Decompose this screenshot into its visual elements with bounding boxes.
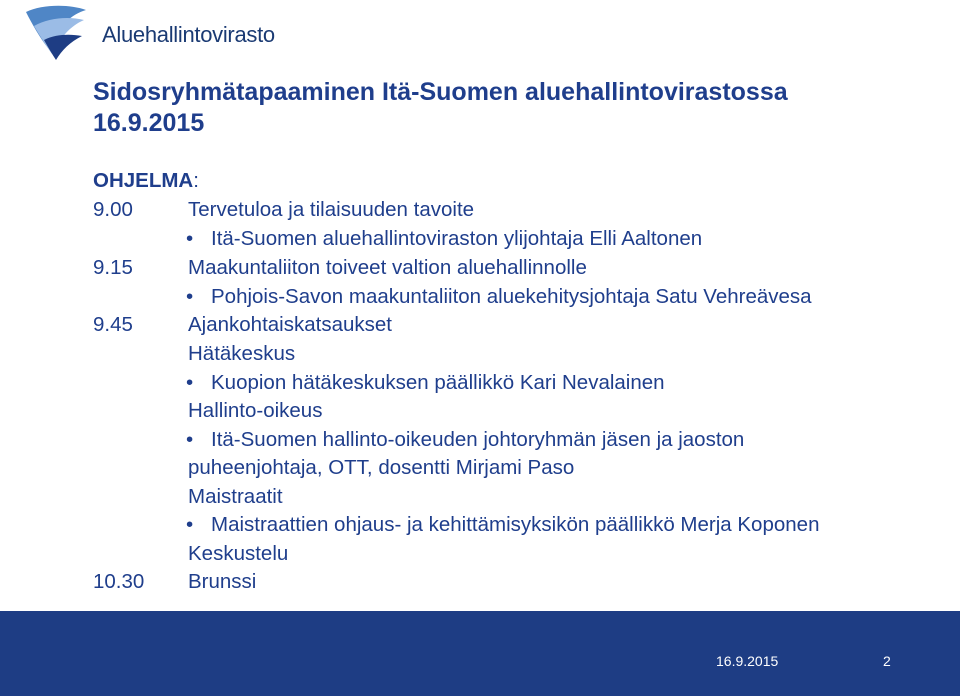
agenda-time: 9.15 — [93, 256, 133, 279]
agenda-item: Tervetuloa ja tilaisuuden tavoite — [188, 198, 475, 221]
agenda-time: 9.45 — [93, 313, 133, 336]
agenda-subheading: Maistraatit — [188, 485, 283, 508]
agenda-item: Ajankohtaiskatsaukset — [188, 313, 392, 336]
title-line-1: Sidosryhmätapaaminen Itä-Suomen aluehallintovirastossa — [93, 78, 788, 106]
program-heading-label: OHJELMA — [93, 169, 194, 192]
agenda-time: 9.00 — [93, 198, 133, 221]
agenda-subheading: Keskustelu — [188, 542, 289, 565]
agenda-speaker: Itä-Suomen hallinto-oikeuden johtoryhmän jäsen ja jaoston — [211, 428, 745, 451]
program-heading — [93, 169, 199, 193]
bullet-icon: • — [186, 513, 194, 536]
title-line-2: 16.9.2015 — [93, 109, 205, 137]
bullet-icon: • — [186, 428, 194, 451]
agenda-item: Maakuntaliiton toiveet valtion aluehallinnolle — [188, 256, 587, 279]
agenda-time: 10.30 — [93, 570, 145, 593]
agenda-speaker: Maistraattien ohjaus- ja kehittämisyksikön päällikkö Merja Koponen — [211, 513, 820, 536]
agenda-speaker: Kuopion hätäkeskuksen päällikkö Kari Nevalainen — [211, 371, 665, 394]
agenda-subheading: Hallinto-oikeus — [188, 399, 323, 422]
agenda-item: Brunssi — [188, 570, 257, 593]
agenda-speaker-continuation: puheenjohtaja, OTT, dosentti Mirjami Paso — [188, 456, 575, 479]
page-number: 2 — [883, 653, 891, 669]
footer-bar — [0, 611, 960, 696]
agenda-speaker: Pohjois-Savon maakuntaliiton aluekehitysjohtaja Satu Vehreävesa — [211, 285, 812, 308]
bullet-icon: • — [186, 227, 194, 250]
bullet-icon: • — [186, 371, 194, 394]
agenda-subheading: Hätäkeskus — [188, 342, 296, 365]
agenda-speaker: Itä-Suomen aluehallintoviraston ylijohtaja Elli Aaltonen — [211, 227, 703, 250]
logo-text: Aluehallintovirasto — [102, 22, 275, 47]
bullet-icon: • — [186, 285, 194, 308]
program-heading-colon: : — [193, 169, 199, 192]
logo-mark-icon — [18, 4, 92, 62]
page-title — [93, 77, 933, 139]
footer-date: 16.9.2015 — [716, 653, 779, 669]
logo — [18, 4, 308, 62]
